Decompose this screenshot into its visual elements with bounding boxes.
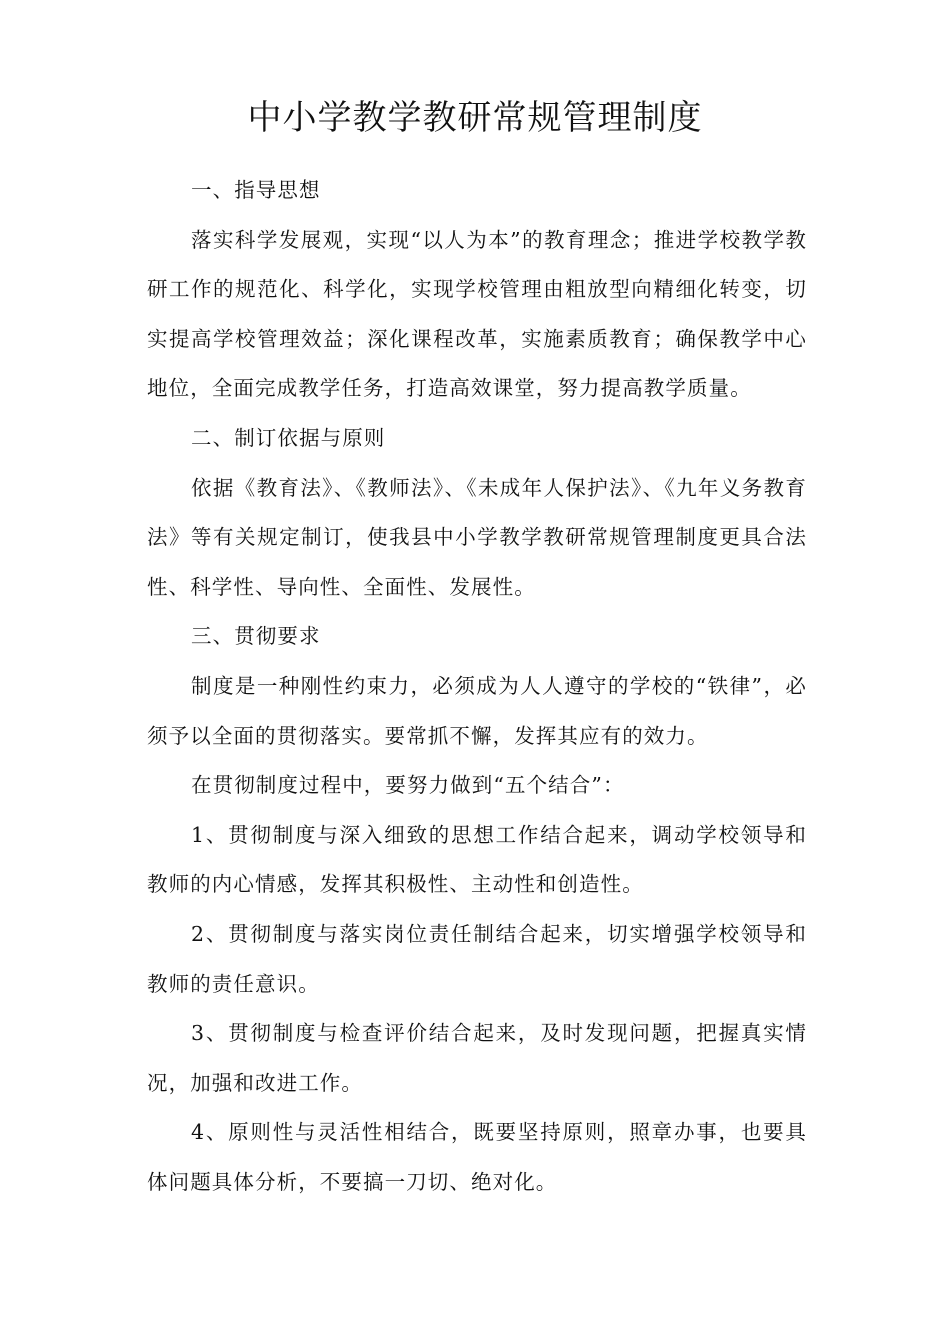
document-body bbox=[147, 166, 807, 1207]
paragraph-implementation: 制度是一种刚性约束力，必须成为人人遵守的学校的“铁律”，必须予以全面的贯彻落实。要常抓不懈，发挥其应有的效力。 bbox=[147, 673, 807, 748]
list-item-combination-2: 2、贯彻制度与落实岗位责任制结合起来，切实增强学校领导和教师的责任意识。 bbox=[147, 921, 807, 996]
list-item-combination-1: 1、贯彻制度与深入细致的思想工作结合起来，调动学校领导和教师的内心情感，发挥其积极性、主动性和创造性。 bbox=[147, 822, 807, 897]
paragraph-five-combinations-intro: 在贯彻制度过程中，要努力做到“五个结合”： bbox=[191, 773, 625, 798]
section-heading-basis-principles: 二、制订依据与原则 bbox=[191, 425, 386, 450]
section-heading-guiding-thought: 一、指导思想 bbox=[191, 178, 321, 202]
list-item-combination-3: 3、贯彻制度与检查评价结合起来，及时发现问题，把握真实情况，加强和改进工作。 bbox=[147, 1021, 807, 1095]
list-item-combination-4: 4、原则性与灵活性相结合，既要坚持原则，照章办事，也要具体问题具体分析，不要搞一刀切、绝对化。 bbox=[147, 1120, 807, 1194]
paragraph-guiding-thought: 落实科学发展观，实现“以人为本”的教育理念；推进学校教学教研工作的规范化、科学化，实现学校管理由粗放型向精细化转变，切实提高学校管理效益；深化课程改革，实施素质教育；确保教学中心地位，全面完成教学任务，打造高效课堂，努力提高教学质量。 bbox=[147, 227, 807, 401]
section-heading-implementation: 三、贯彻要求 bbox=[191, 624, 321, 649]
paragraph-basis-principles: 依据《教育法》、《教师法》、《未成年人保护法》、《九年义务教育法》等有关规定制订，使我县中小学教学教研常规管理制度更具合法性、科学性、导向性、全面性、发展性。 bbox=[147, 475, 807, 599]
document-title: 中小学教学教研常规管理制度 bbox=[247, 98, 703, 138]
